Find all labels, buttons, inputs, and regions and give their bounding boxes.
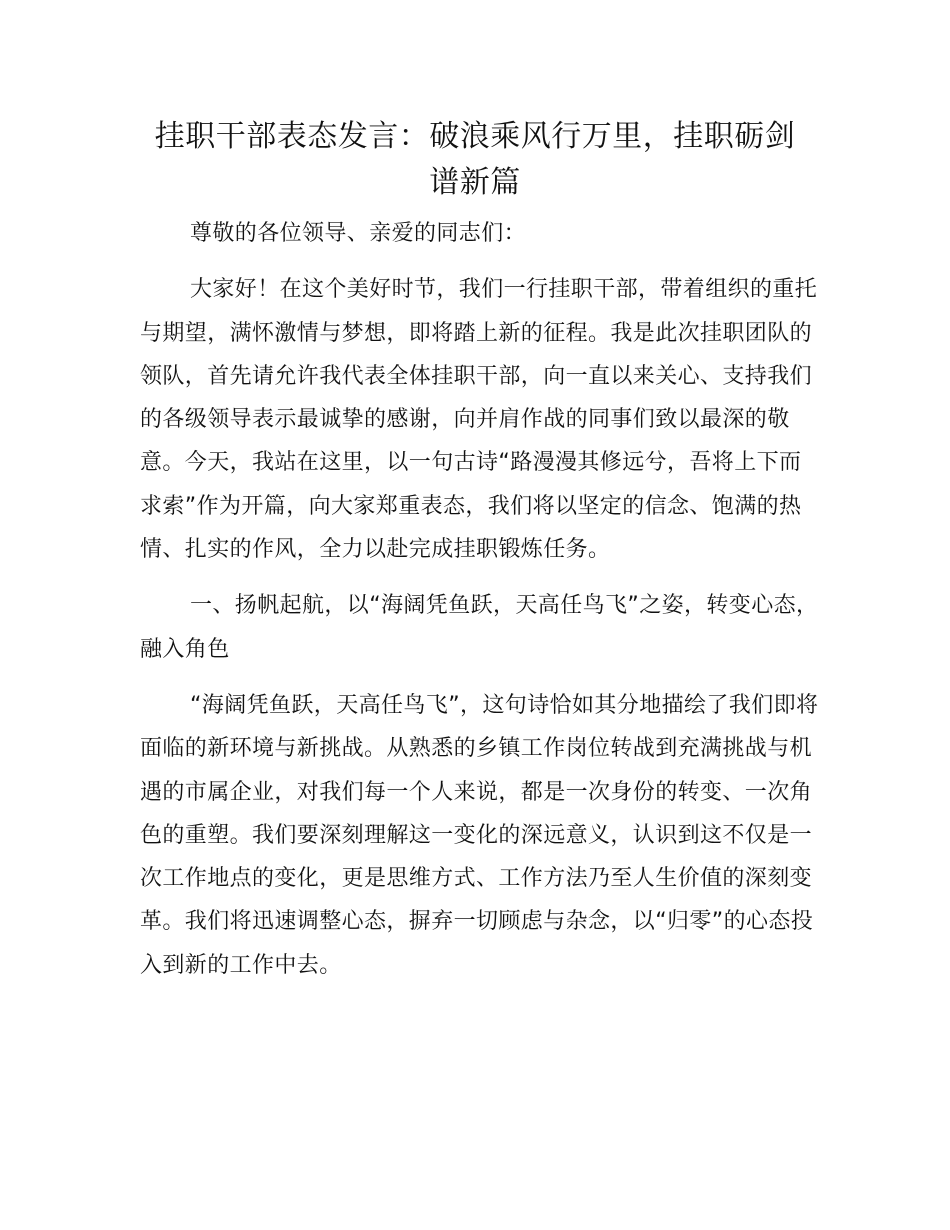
document-body — [140, 212, 820, 1000]
paragraph-section-1: “海阔凭鱼跃，天高任鸟飞”，这句诗恰如其分地描绘了我们即将面临的新环境与新挑战。从熟悉的乡镇工作岗位转战到充满挑战与机遇的市属企业，对我们每一个人来说，都是一次身份的转变、一次角色的重塑。我们要深刻理解这一变化的深远意义，认识到这不仅是一次工作地点的变化，更是思维方式、工作方法乃至人生价值的深刻变革。我们将迅速调整心态，摒弃一切顾虑与杂念，以“归零”的心态投入到新的工作中去。 — [140, 692, 819, 978]
document-title: 挂职干部表态发言：破浪乘风行万里，挂职砺剑谱新篇 — [154, 119, 796, 200]
paragraph-salutation: 尊敬的各位领导、亲爱的同志们： — [190, 221, 527, 246]
section-heading-1: 一、扬帆起航，以“海阔凭鱼跃，天高任鸟飞”之姿，转变心态，融入角色 — [140, 593, 819, 662]
paragraph-opening: 大家好！在这个美好时节，我们一行挂职干部，带着组织的重托与期望，满怀激情与梦想，即将踏上新的征程。我是此次挂职团队的领队，首先请允许我代表全体挂职干部，向一直以来关心、支持我们的各级领导表示最诚挚的感谢，向并肩作战的同事们致以最深的敬意。今天，我站在这里，以一句古诗“路漫漫其修远兮，吾将上下而求索”作为开篇，向大家郑重表态，我们将以坚定的信念、饱满的热情、扎实的作风，全力以赴完成挂职锻炼任务。 — [140, 277, 818, 563]
